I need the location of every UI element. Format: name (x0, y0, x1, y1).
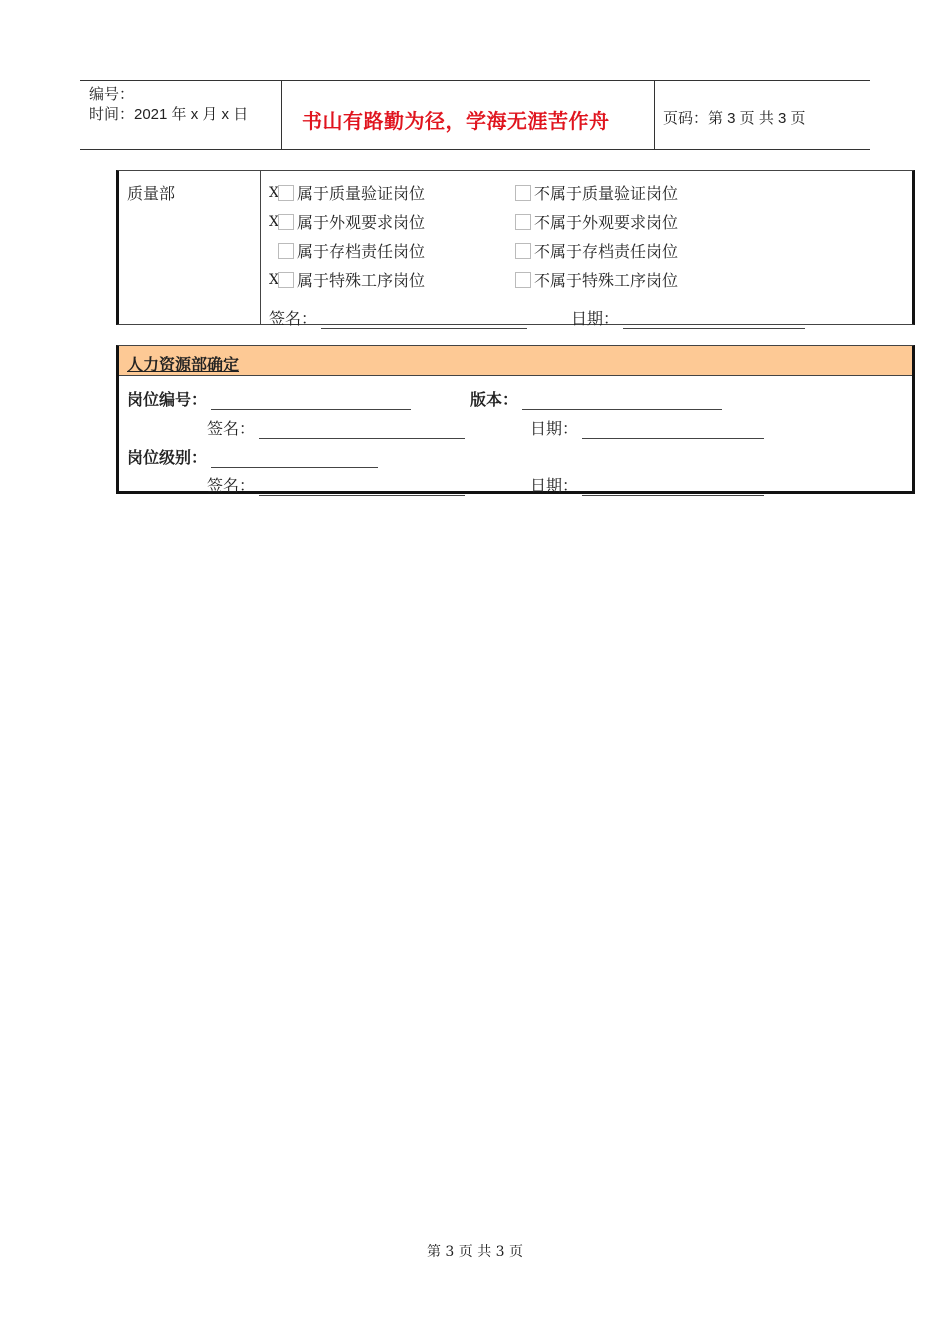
post-number-field[interactable] (127, 387, 411, 410)
signature-label: 签名： (207, 419, 256, 438)
option-label: 不属于质量验证岗位 (534, 184, 679, 203)
option-not-belong-special-process[interactable] (515, 268, 678, 291)
checkbox[interactable] (278, 243, 294, 259)
signature-label: 签名： (269, 309, 318, 328)
option-label: 属于外观要求岗位 (297, 213, 426, 232)
option-label: 不属于外观要求岗位 (534, 213, 679, 232)
check-mark: X (269, 184, 279, 201)
post-level-label: 岗位级别： (127, 450, 208, 467)
hr-date-field-1[interactable] (530, 416, 764, 439)
date-label: 日期： (571, 309, 620, 328)
version-line[interactable] (522, 395, 722, 410)
post-number-label: 岗位编号： (127, 392, 208, 409)
signature-line[interactable] (259, 481, 465, 496)
hr-date-field-2[interactable] (530, 473, 764, 496)
quality-signature-field[interactable] (269, 306, 527, 329)
date-line[interactable] (623, 314, 805, 329)
date-line[interactable] (582, 481, 764, 496)
option-not-belong-quality-verify[interactable] (515, 181, 678, 204)
option-not-belong-appearance[interactable] (515, 210, 678, 233)
doc-time-label: 时间：2021 年 x 月 x 日 (89, 106, 249, 123)
signature-label: 签名： (207, 476, 256, 495)
header-divider (281, 81, 282, 149)
checkbox[interactable] (278, 272, 294, 288)
version-field[interactable] (470, 387, 722, 410)
quality-date-field[interactable] (571, 306, 805, 329)
hr-confirm-section (116, 345, 915, 494)
page-header (80, 80, 870, 150)
date-label: 日期： (530, 419, 579, 438)
option-not-belong-archive[interactable] (515, 239, 678, 262)
check-mark: X (269, 271, 279, 288)
checkbox[interactable] (515, 214, 531, 230)
column-divider (260, 171, 261, 324)
option-belong-appearance[interactable] (269, 210, 425, 233)
date-line[interactable] (582, 424, 764, 439)
hr-signature-field-1[interactable] (207, 416, 465, 439)
header-motto: 书山有路勤为径，学海无涯苦作舟 (302, 111, 610, 133)
date-label: 日期： (530, 476, 579, 495)
header-divider (654, 81, 655, 149)
option-label: 属于质量验证岗位 (297, 184, 426, 203)
page-footer: 第 3 页 共 3 页 (426, 1244, 524, 1260)
hr-signature-field-2[interactable] (207, 473, 465, 496)
option-label: 属于特殊工序岗位 (297, 271, 426, 290)
option-belong-archive[interactable] (269, 239, 425, 262)
post-level-field[interactable] (127, 445, 378, 468)
option-label: 属于存档责任岗位 (297, 242, 426, 261)
signature-line[interactable] (321, 314, 527, 329)
option-label: 不属于特殊工序岗位 (534, 271, 679, 290)
option-belong-special-process[interactable] (269, 268, 425, 291)
option-label: 不属于存档责任岗位 (534, 242, 679, 261)
checkbox[interactable] (515, 243, 531, 259)
checkbox[interactable] (278, 185, 294, 201)
checkbox[interactable] (515, 272, 531, 288)
post-level-line[interactable] (211, 453, 378, 468)
version-label: 版本： (470, 392, 519, 409)
doc-code-label: 编号： (89, 86, 135, 103)
option-belong-quality-verify[interactable] (269, 181, 425, 204)
quality-dept-label: 质量部 (127, 184, 176, 203)
post-number-line[interactable] (211, 395, 411, 410)
signature-line[interactable] (259, 424, 465, 439)
quality-dept-section (116, 170, 915, 328)
checkbox[interactable] (278, 214, 294, 230)
hr-section-title: 人力资源部确定 (127, 357, 240, 374)
check-mark: X (269, 213, 279, 230)
header-page-info: 页码：第 3 页 共 3 页 (663, 110, 806, 127)
checkbox[interactable] (515, 185, 531, 201)
